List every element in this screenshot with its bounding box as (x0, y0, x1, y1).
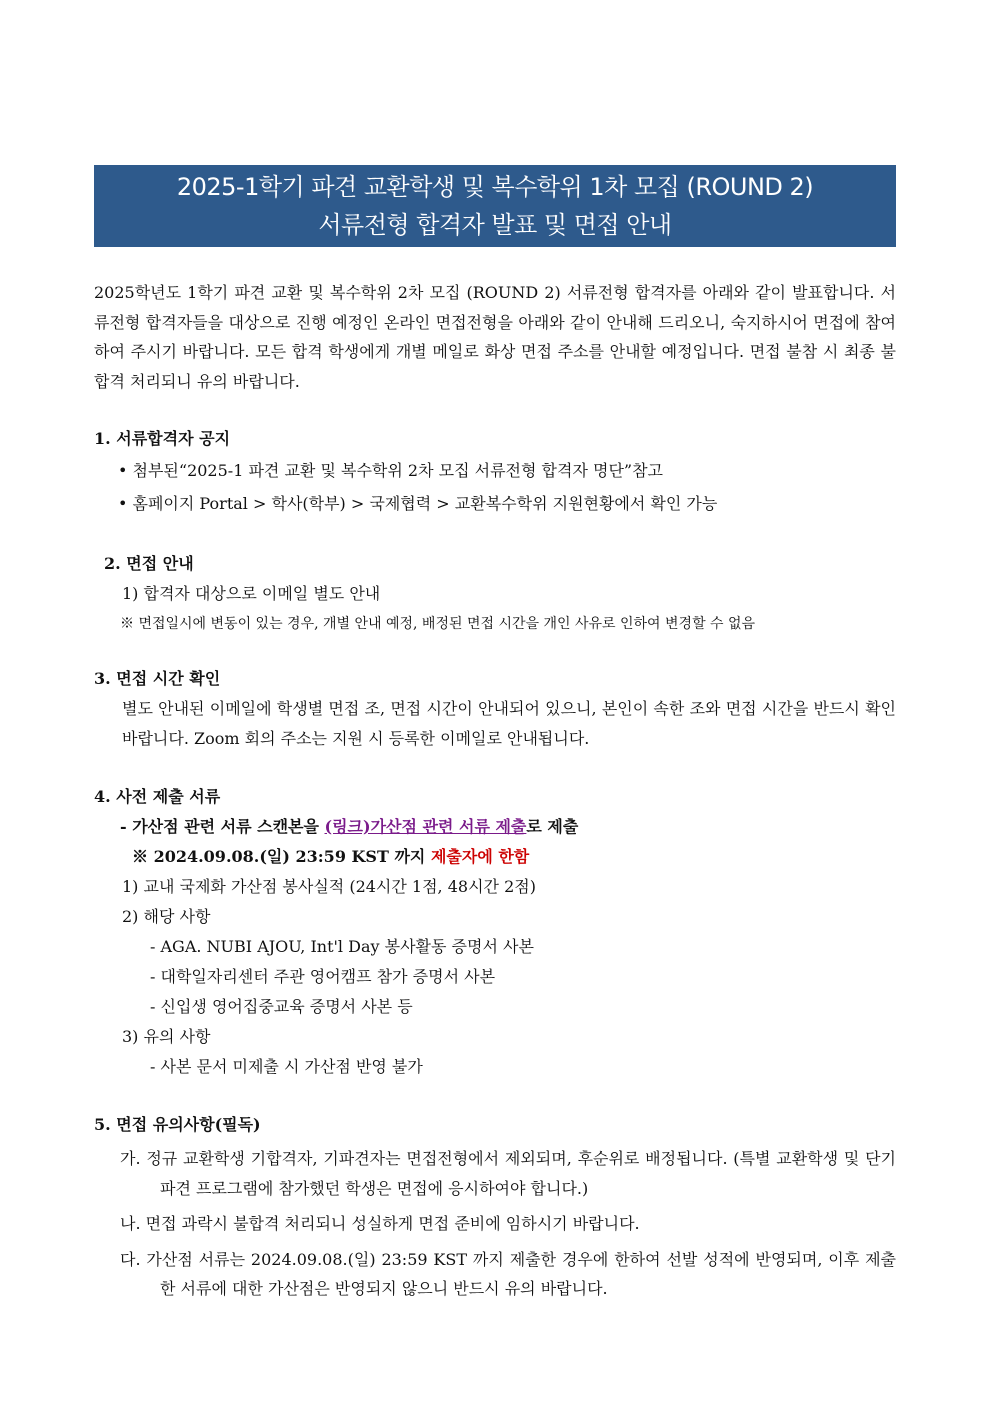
section-4-item-2: 2) 해당 사항 (122, 907, 211, 926)
page-subtitle: 서류전형 합격자 발표 및 면접 안내 (318, 211, 672, 239)
section-4-item-3: 3) 유의 사항 (122, 1027, 211, 1046)
section-4 (94, 782, 896, 1082)
section-4-item-2-sub-1: - AGA. NUBI AJOU, Int'l Day 봉사활동 증명서 사본 (150, 937, 534, 956)
section-5-heading: 5. 면접 유의사항(필독) (94, 1115, 261, 1134)
section-2-item-1: 1) 합격자 대상으로 이메일 별도 안내 (122, 584, 381, 603)
section-1-bullet-2: • 홈페이지 Portal > 학사(학부) > 국제협력 > 교환복수학위 지원현황에서 확인 가능 (118, 494, 718, 513)
section-5-item-ga: 가. 정규 교환학생 기합격자, 기파견자는 면접전형에서 제외되며, 후순위로 배정됩니다. (특별 교환학생 및 단기 파견 프로그램에 참가했던 학생은 면접에 응시하여야 합니다.) (120, 1149, 896, 1198)
section-5 (94, 1110, 896, 1304)
section-5-item-da: 다. 가산점 서류는 2024.09.08.(일) 23:59 KST 까지 제출한 경우에 한하여 선발 성적에 반영되며, 이후 제출한 서류에 대한 가산점은 반영되지 않으니 반드시 유의 바랍니다. (120, 1249, 896, 1298)
submit-suffix: 로 제출 (526, 817, 579, 836)
section-3-body: 별도 안내된 이메일에 학생별 면접 조, 면접 시간이 안내되어 있으니, 본인이 속한 조와 면접 시간을 반드시 확인 바랍니다. Zoom 회의 주소는 지원 시 등록한 이메일로 안내됩니다. (122, 699, 896, 748)
section-1 (94, 424, 896, 519)
section-2 (104, 549, 906, 639)
section-1-bullet-1: • 첨부된“2025-1 파견 교환 및 복수학위 2차 모집 서류전형 합격자 명단”참고 (118, 461, 663, 480)
section-4-item-2-sub-3: - 신입생 영어집중교육 증명서 사본 등 (150, 997, 413, 1016)
page-title: 2025-1학기 파견 교환학생 및 복수학위 1차 모집 (ROUND 2) (176, 173, 814, 201)
deadline-prefix: ※ 2024.09.08.(일) 23:59 KST 까지 (132, 847, 431, 866)
section-1-heading: 1. 서류합격자 공지 (94, 429, 231, 448)
section-4-item-2-sub-2: - 대학일자리센터 주관 영어캠프 참가 증명서 사본 (150, 967, 496, 986)
section-3-heading: 3. 면접 시간 확인 (94, 669, 221, 688)
section-2-note: ※ 면접일시에 변동이 있는 경우, 개별 안내 예정, 배정된 면접 시간을 개인 사유로 인하여 변경할 수 없음 (120, 616, 756, 632)
submit-instruction (94, 812, 896, 842)
section-4-heading: 4. 사전 제출 서류 (94, 787, 221, 806)
section-4-item-3-sub-1: - 사본 문서 미제출 시 가산점 반영 불가 (150, 1057, 423, 1076)
section-5-item-na: 나. 면접 과락시 불합격 처리되니 성실하게 면접 준비에 임하시기 바랍니다. (120, 1214, 640, 1233)
deadline-highlight: 제출자에 한함 (430, 847, 530, 866)
section-4-item-1: 1) 교내 국제화 가산점 봉사실적 (24시간 1점, 48시간 2점) (122, 877, 536, 896)
submit-prefix: - 가산점 관련 서류 스캔본을 (120, 817, 325, 836)
deadline-note (94, 842, 896, 872)
section-3 (94, 664, 896, 753)
section-2-heading: 2. 면접 안내 (104, 554, 194, 573)
intro-paragraph: 2025학년도 1학기 파견 교환 및 복수학위 2차 모집 (ROUND 2) 서류전형 합격자를 아래와 같이 발표합니다. 서류전형 합격자들을 대상으로 진행 예정인 온라인 면접전형을 아래와 같이 안내해 드리오니, 숙지하시어 면접에 참여하여 주시기 바랍니다. 모든 합격 학생에게 개별 메일로 화상 면접 주소를 안내할 예정입니다. 면접 불참 시 최종 불합격 처리되니 유의 바랍니다. (94, 283, 896, 391)
submit-link[interactable]: (링크)가산점 관련 서류 제출 (324, 817, 527, 836)
title-banner (94, 165, 896, 247)
